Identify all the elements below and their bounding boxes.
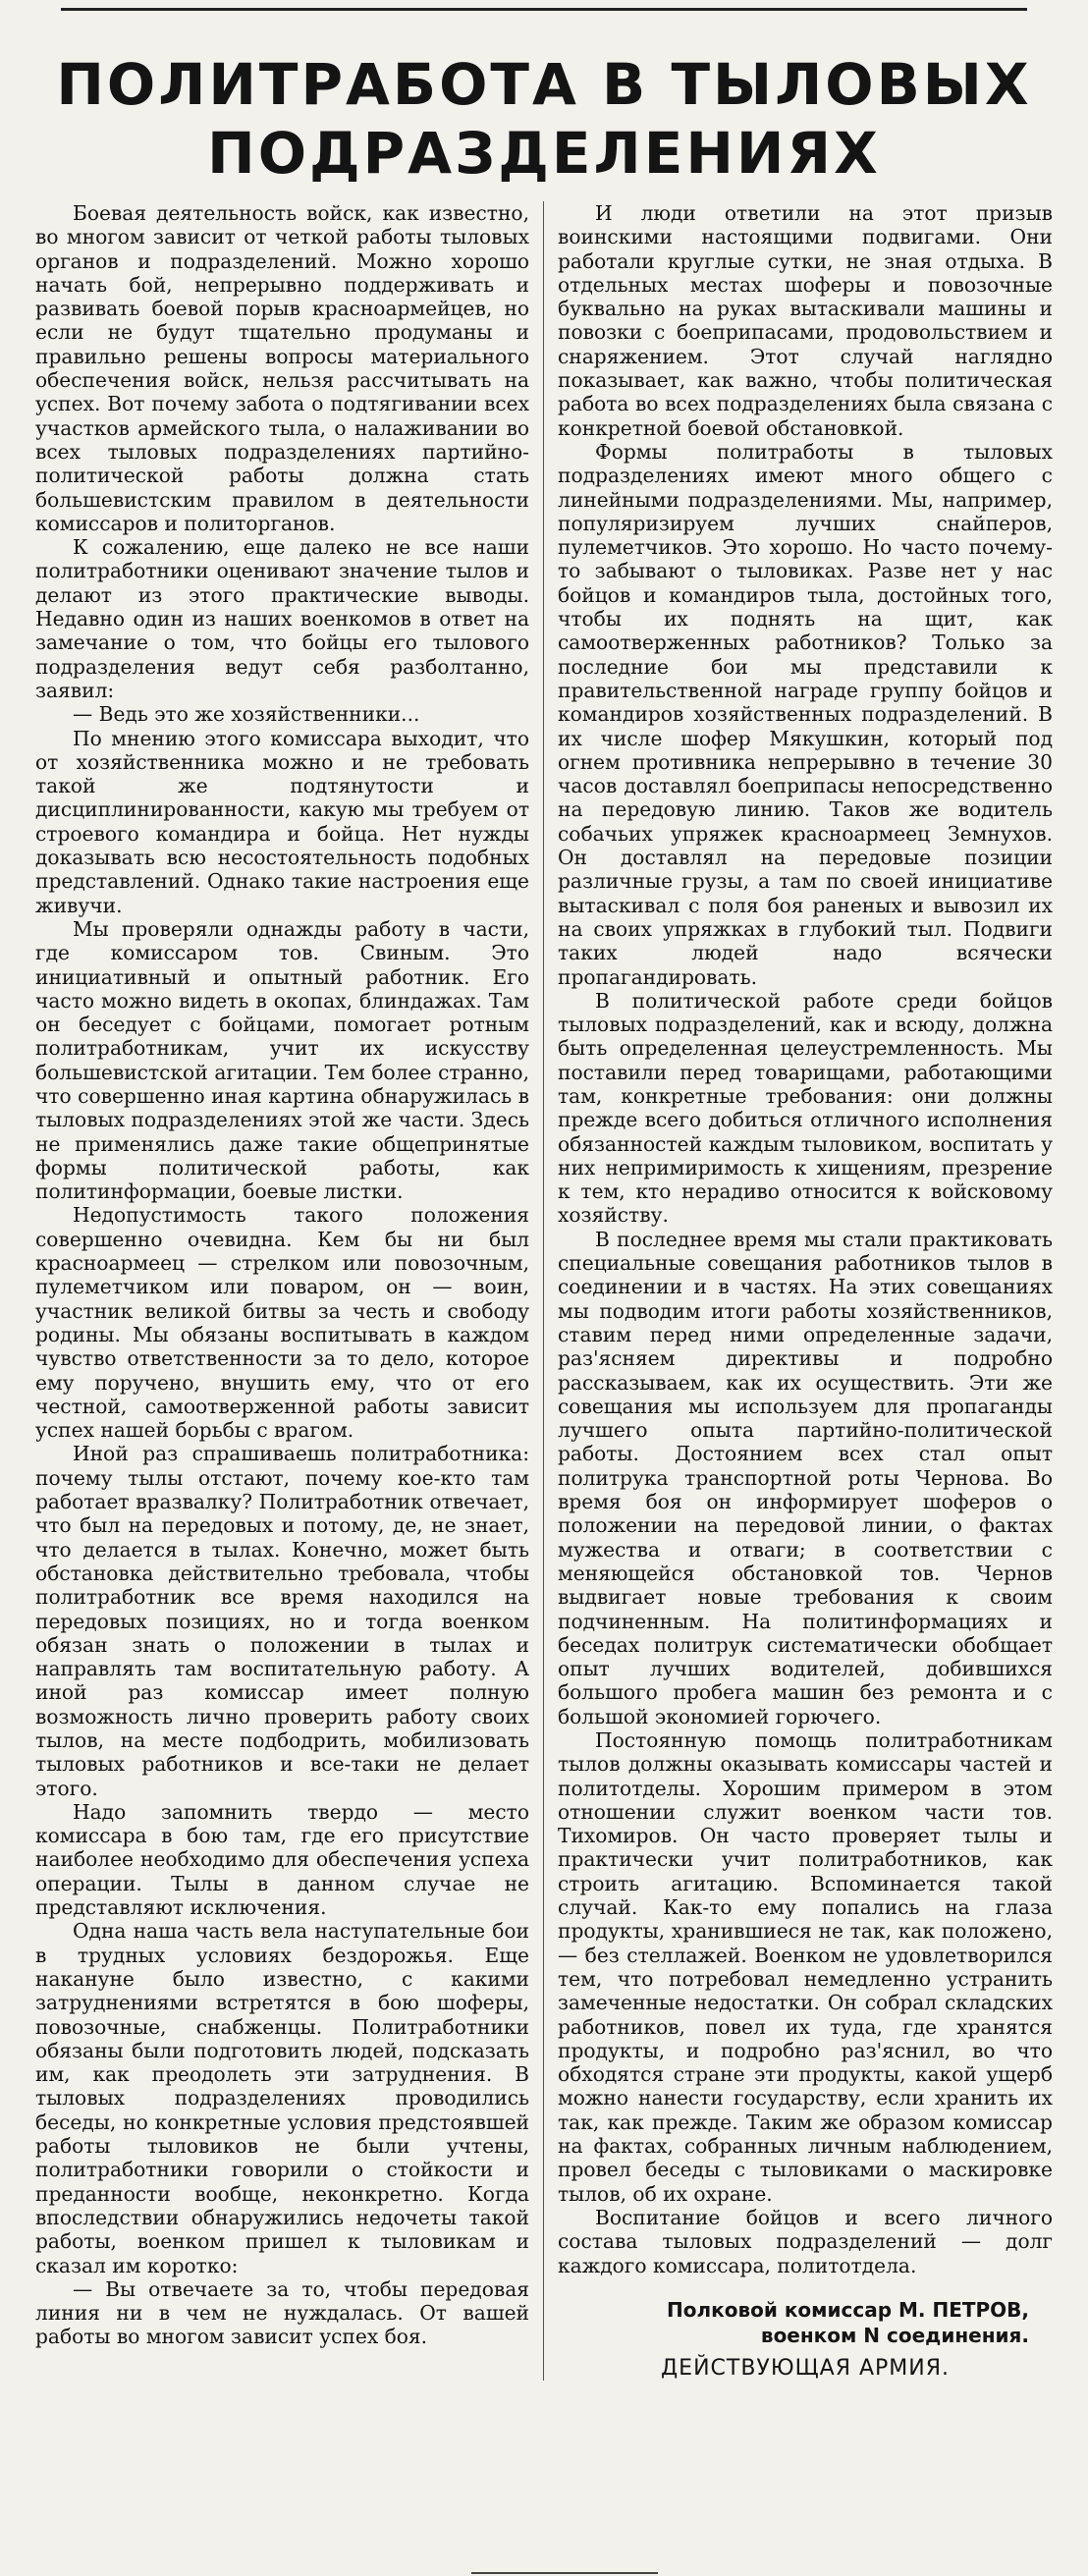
quote-paragraph: — Вы отвечаете за то, чтобы передовая линия ни в чем не нуждалась. От вашей работы во многом зависит успех боя.: [35, 2276, 529, 2349]
paragraph: В последнее время мы стали практиковать специальные совещания работников тылов в соединении и в частях. На этих совещаниях мы подводим итоги работы хозяйственников, ставим перед ними определенные задачи, раз'ясняем директивы и подробно рассказываем, как их осуществить. Эти же совещания мы используем для пропаганды лучшего опыта партийно-политической работы. Достоянием всех стал опыт политрука транспортной роты Чернова. Во время боя он информирует шоферов о положении на передовой линии, о фактах мужества и отваги; в соответствии с меняющейся обстановкой тов. Чернов выдвигает новые требования к своим подчиненным. На политинформациях и беседах политрук систематически обобщает опыт лучших водителей, добившихся большого пробега машин без ремонта и с большой экономией горючего.: [558, 1227, 1053, 1728]
paragraph: Надо запомнить твердо — место комиссара в бою там, где его присутствие наиболее необходимо для обеспечения успеха операции. Тылы в данном случае не представляют исключения.: [35, 1799, 529, 1920]
right-column: [544, 201, 1066, 2381]
paragraph: По мнению этого комиссара выходит, что от хозяйственника можно и не требовать такой же подтянутости и дисциплинированности, какую мы требуем от строевого командира и бойца. Нет нужды доказывать всю несостоятельность подобных представлений. Однако такие настроения еще живучи.: [35, 726, 529, 917]
headline: [22, 50, 1066, 188]
paragraph: Воспитание бойцов и всего личного состава тыловых подразделений — долг каждого комиссара, политотдела.: [558, 2205, 1053, 2277]
paragraph: Формы политработы в тыловых подразделениях имеют много общего с линейными подразделениями. Мы, например, популяризируем лучших снайперов, пулеметчиков. Это хорошо. Но часто почему-то забывают о тыловиках. Разве нет у нас бойцов и командиров тыла, достойных того, чтобы их поднять на щит, как самоотверженных работников? Только за последние бои мы представили к правительственной награде группу бойцов и командиров хозяйственных подразделений. В их числе шофер Мякушкин, который под огнем противника непрерывно в течение 30 часов доставлял боеприпасы непосредственно на передовую линию. Таков же водитель собачьих упряжек красноармеец Земнухов. Он доставлял на передовые позиции различные грузы, а там по своей инициативе вытаскивал с поля боя раненых и вывозил их на своих упряжках в глубокий тыл. Подвиги таких людей надо всячески пропагандировать.: [558, 439, 1053, 989]
headline-line-1: ПОЛИТРАБОТА В ТЫЛОВЫХ: [56, 51, 1032, 118]
left-column: [22, 201, 544, 2381]
bottom-rule: [471, 2572, 658, 2574]
author-signature: [558, 2297, 1053, 2348]
paragraph: Иной раз спрашиваешь политработника: почему тылы отстают, почему кое-кто там работает вразвалку? Политработник отвечает, что был на передовых и потому, де, не знает, что делается в тылах. Конечно, может быть обстановка действительно требовала, чтобы политработник все время находился на передовых позициях, но и тогда военком обязан знать о положении в тылах и направлять там воспитательную работу. А иной раз комиссар имеет полную возможность лично проверить работу своих тылов, на месте подбодрить, мобилизовать тыловых работников и все-таки не делает этого.: [35, 1442, 529, 1800]
author-name: Полковой комиссар М. ПЕТРОВ,: [667, 2297, 1029, 2322]
quote-paragraph: — Ведь это же хозяйственники...: [73, 702, 420, 727]
paragraph: Одна наша часть вела наступательные бои в трудных условиях бездорожья. Еще накануне было известно, с какими затруднениями встретятся в бою шоферы, повозочные, снабженцы. Политработники обязаны были подготовить людей, подсказать им, как преодолеть эти затруднения. В тыловых подразделениях проводились беседы, но конкретные условия предстоявшей работы тыловиков не были учтены, политработники говорили о стойкости и преданности вообще, неконкретно. Когда впоследствии обнаружились недочеты такой работы, военком пришел к тыловикам и сказал им коротко:: [35, 1919, 529, 2277]
paragraph: Недопустимость такого положения совершенно очевидна. Кем бы ни был красноармеец — стрелком или повозочным, пулеметчиком или поваром, он — воин, участник великой битвы за честь и свободу родины. Мы обязаны воспитывать в каждом чувство ответственности за то дело, которое ему поручено, внушить ему, что от его честной, самоотверженной работы зависит успех нашей борьбы с врагом.: [35, 1203, 529, 1443]
author-position: военком N соединения.: [760, 2323, 1029, 2347]
top-rule: [61, 8, 1027, 11]
article-columns: [22, 201, 1066, 2381]
paragraph: К сожалению, еще далеко не все наши политработники оценивают значение тылов и делают из этого практические выводы. Недавно один из наших военкомов в ответ на замечание о том, что бойцы его тылового подразделения ведут себя разболтанно, заявил:: [35, 535, 529, 702]
paragraph: Постоянную помощь политработникам тылов должны оказывать комиссары частей и политотделы. Хорошим примером в этом отношении служит военком части тов. Тихомиров. Он часто проверяет тылы и практически учит политработников, как строить агитацию. Вспоминается такой случай. Как-то ему попались на глаза продукты, хранившиеся не так, как положено, — без стеллажей. Военком не удовлетворился тем, что потребовал немедленно устранить замеченные недостатки. Он собрал складских работников, повел их туда, где хранятся продукты, и подробно раз'яснил, во что обходятся стране эти продукты, какой ущерб можно нанести государству, если хранить их так, как прежде. Таким же образом комиссар на фактах, собранных личным наблюдением, провел беседы с тыловиками о маскировке тылов, об их охране.: [558, 1728, 1053, 2206]
paragraph: И люди ответили на этот призыв воинскими настоящими подвигами. Они работали круглые сутки, не зная отдыха. В отдельных местах шоферы и повозочные буквально на руках вытаскивали машины и повозки с боеприпасами, продовольствием и снаряжением. Этот случай наглядно показывает, как важно, чтобы политическая работа во всех подразделениях была связана с конкретной боевой обстановкой.: [558, 201, 1053, 440]
paragraph: Боевая деятельность войск, как известно, во многом зависит от четкой работы тыловых органов и подразделений. Можно хорошо начать бой, непрерывно поддерживать и развивать боевой порыв красноармейцев, но если не будут тщательно продуманы и правильно решены вопросы материального обеспечения войск, нельзя рассчитывать на успех. Вот почему забота о подтягивании всех участков армейского тыла, о налаживании во всех тыловых подразделениях партийно-политической работы должна стать большевистским правилом в деятельности комиссаров и политорганов.: [35, 201, 529, 535]
paragraph: Мы проверяли однажды работу в части, где комиссаром тов. Свиным. Это инициативный и опытный работник. Его часто можно видеть в окопах, блиндажах. Там он беседует с бойцами, помогает ротным политработникам, учит их искусству большевистской агитации. Тем более странно, что совершенно иная картина обнаружилась в тыловых подразделениях этой же части. Здесь не применялись даже такие общепринятые формы политической работы, как политинформации, боевые листки.: [35, 916, 529, 1204]
paragraph: В политической работе среди бойцов тыловых подразделений, как и всюду, должна быть определенная целеустремленность. Мы поставили перед товарищами, работающими там, конкретные требования: они должны прежде всего добиться отличного исполнения обязанностей каждым тыловиком, воспитать у них непримиримость к хищениям, презрение к тем, кто нерадиво относится к войсковому хозяйству.: [558, 988, 1053, 1228]
headline-line-2: ПОДРАЗДЕЛЕНИЯХ: [207, 120, 881, 187]
dateline-place: ДЕЙСТВУЮЩАЯ АРМИЯ.: [660, 2355, 951, 2381]
